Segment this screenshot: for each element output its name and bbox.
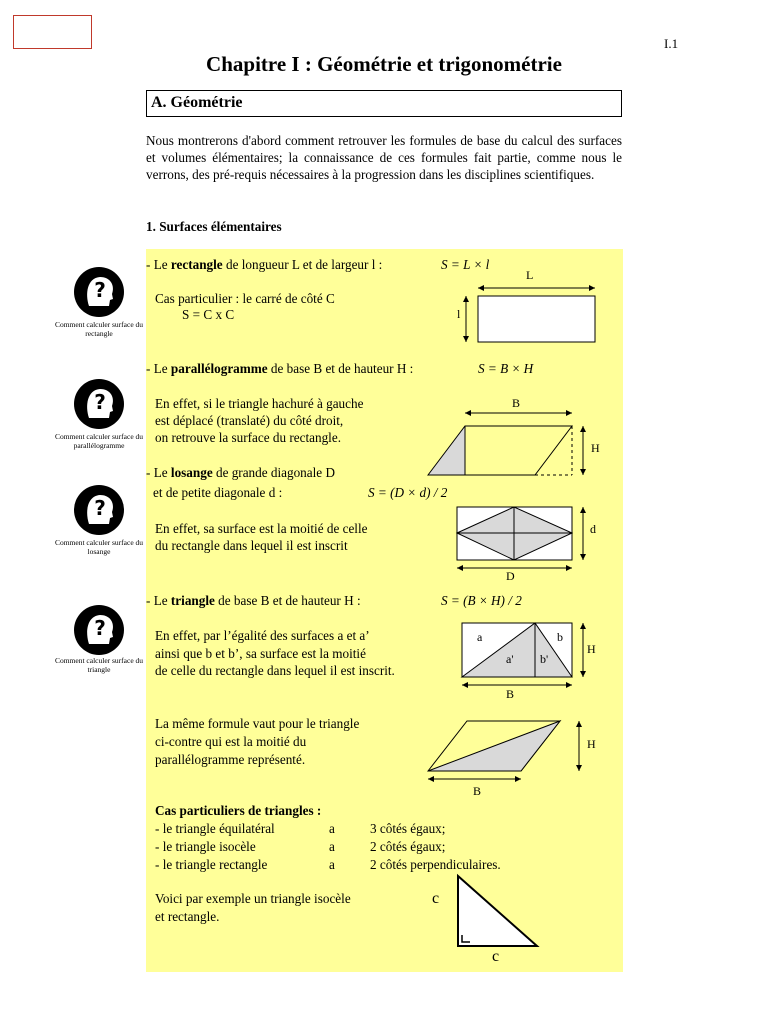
rhombus-diagram: [450, 500, 600, 575]
special-cases-heading: Cas particuliers de triangles :: [155, 803, 322, 818]
label-c: c: [492, 948, 500, 965]
svg-text:?: ?: [94, 496, 106, 520]
triangle-expl-2: ainsi que b et b’, sa surface est la moitié: [155, 646, 366, 661]
case-row-desc: 2 côtés égaux;: [370, 839, 446, 854]
question-head-icon[interactable]: [73, 378, 125, 430]
label-H: H: [591, 441, 600, 455]
icon-caption: Comment calculer surface du rectangle: [54, 320, 144, 338]
parallelogram-diagram: [420, 405, 590, 485]
triangle-formula: S = (B × H) / 2: [441, 593, 522, 608]
page-title: Chapitre I : Géométrie et trigonométrie: [206, 52, 562, 76]
triangle-same-1: La même formule vaut pour le triangle: [155, 716, 360, 731]
rectangle-line: - Le rectangle de longueur L et de largeur l :: [146, 257, 383, 272]
case-row-arrow: a: [329, 857, 335, 872]
label-b: b: [557, 630, 563, 644]
example-line-2: et rectangle.: [155, 909, 220, 924]
label-H: H: [587, 737, 596, 751]
square-case: Cas particulier : le carré de côté C: [155, 291, 335, 306]
page-number: I.1: [664, 36, 679, 51]
icon-caption: Comment calculer surface du triangle: [54, 656, 144, 674]
rhombus-line-2: et de petite diagonale d :: [153, 485, 283, 500]
case-row-arrow: a: [329, 821, 335, 836]
rhombus-expl-1: En effet, sa surface est la moitié de celle: [155, 521, 368, 536]
label-a-prime: a': [506, 652, 514, 666]
question-head-icon[interactable]: [73, 604, 125, 656]
label-b-prime: b': [540, 652, 549, 666]
label-L: L: [526, 268, 534, 282]
rhombus-expl-2: du rectangle dans lequel il est inscrit: [155, 538, 348, 553]
parallelogram-expl-2: est déplacé (translaté) du côté droit,: [155, 413, 344, 428]
label-l: l: [457, 307, 461, 321]
triangle-line: - Le triangle de base B et de hauteur H :: [146, 593, 361, 608]
label-D: D: [506, 569, 515, 583]
section-heading: A. Géométrie: [146, 90, 622, 117]
question-head-icon[interactable]: [73, 484, 125, 536]
parallelogram-expl-3: on retrouve la surface du rectangle.: [155, 430, 341, 445]
example-line-1: Voici par exemple un triangle isocèle: [155, 891, 351, 906]
intro-paragraph: Nous montrerons d'abord comment retrouver les formules de base du calcul des surfaces et volumes élémentaires; la connaissance de ces formules fait partie, comme nous le verrons, des pré-requis nécessaires à la progression dans les disciplines scientifiques.: [146, 133, 622, 182]
triangle-same-2: ci-contre qui est la moitié du: [155, 734, 307, 749]
case-row-desc: 2 côtés perpendiculaires.: [370, 857, 501, 872]
triangle-diagram: [455, 615, 605, 695]
label-c: c: [432, 890, 440, 907]
svg-text:?: ?: [94, 616, 106, 640]
case-row-name: - le triangle rectangle: [155, 857, 268, 872]
square-formula: S = C x C: [182, 307, 235, 322]
triangle-expl-3: de celle du rectangle dans lequel il est inscrit.: [155, 663, 395, 678]
label-B: B: [473, 784, 482, 798]
case-row-name: - le triangle isocèle: [155, 839, 256, 854]
rectangle-diagram: [455, 280, 605, 350]
subsection-heading: 1. Surfaces élémentaires: [146, 219, 282, 234]
triangle-expl-1: En effet, par l’égalité des surfaces a et a’: [155, 628, 370, 643]
triangle-same-3: parallélogramme représenté.: [155, 752, 306, 767]
parallelogram-line: - Le parallélogramme de base B et de hauteur H :: [146, 361, 414, 376]
oblique-triangle-diagram: [420, 715, 595, 795]
rectangle-formula: S = L × l: [441, 257, 490, 272]
case-row-desc: 3 côtés égaux;: [370, 821, 446, 836]
rhombus-formula: S = (D × d) / 2: [368, 485, 448, 500]
case-row-arrow: a: [329, 839, 335, 854]
label-B: B: [512, 396, 521, 410]
icon-caption: Comment calculer surface du parallélogramme: [54, 432, 144, 450]
svg-text:?: ?: [94, 278, 106, 302]
icon-caption: Comment calculer surface du losange: [54, 538, 144, 556]
label-B: B: [506, 687, 515, 701]
rhombus-line: - Le losange de grande diagonale D: [146, 465, 335, 480]
label-a: a: [477, 630, 483, 644]
svg-text:?: ?: [94, 390, 106, 414]
case-row-name: - le triangle équilatéral: [155, 821, 275, 836]
parallelogram-formula: S = B × H: [478, 361, 534, 376]
header-frame: [13, 15, 92, 49]
parallelogram-expl-1: En effet, si le triangle hachuré à gauche: [155, 396, 364, 411]
question-head-icon[interactable]: [73, 266, 125, 318]
label-d: d: [590, 522, 596, 536]
label-H: H: [587, 642, 596, 656]
isosceles-right-triangle-diagram: [455, 872, 545, 952]
